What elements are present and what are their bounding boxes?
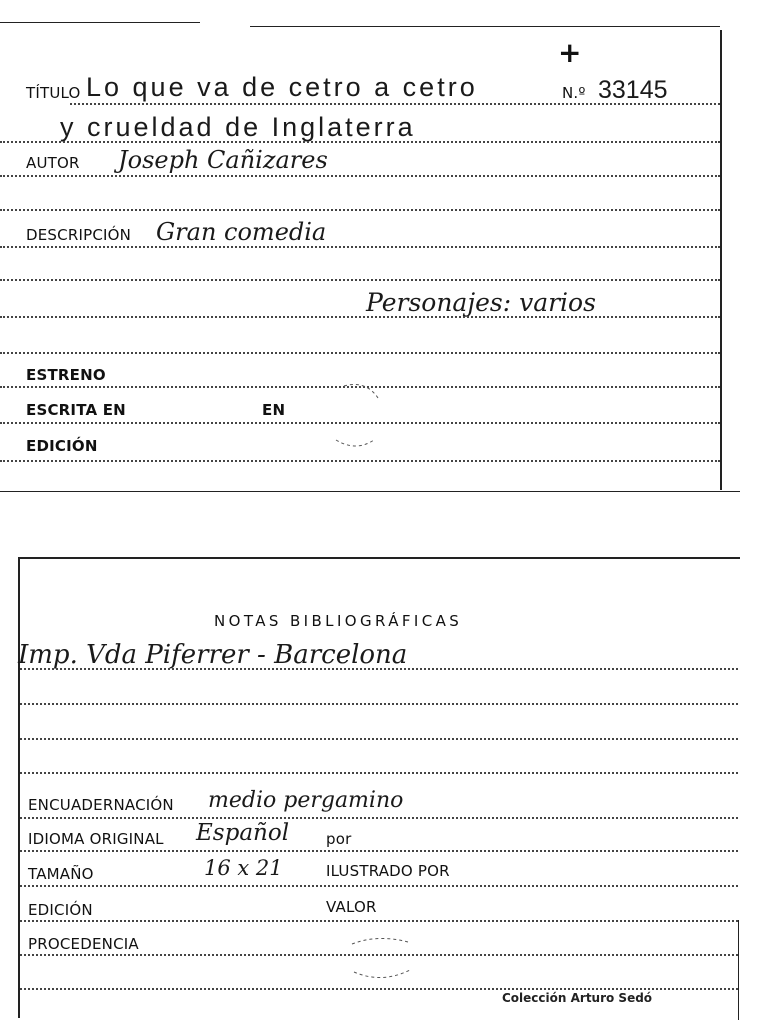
edicion-label-bottom: EDICIÓN (28, 901, 93, 919)
por-label: por (326, 830, 352, 848)
bottom-card-top-edge (18, 557, 740, 559)
titulo-label: TÍTULO (26, 84, 81, 102)
encuadernacion-label: ENCUADERNACIÓN (28, 796, 174, 814)
descripcion-line-2 (0, 279, 720, 281)
encuadernacion-value: medio pergamino (208, 788, 404, 813)
valor-label: VALOR (326, 898, 377, 916)
en-label: EN (262, 401, 286, 419)
bottom-catalog-card (0, 540, 759, 1028)
top-catalog-card (0, 0, 759, 500)
procedencia-label: PROCEDENCIA (28, 935, 139, 953)
estreno-label: ESTRENO (26, 366, 106, 384)
cross-mark: + (558, 36, 582, 69)
autor-line-2 (0, 209, 720, 211)
edicion-line-bottom (20, 920, 738, 922)
numero-label: N.º (562, 84, 586, 102)
descripcion-label: DESCRIPCIÓN (26, 226, 132, 244)
notas-line-4 (20, 772, 738, 774)
idioma-label: IDIOMA ORIGINAL (28, 830, 164, 848)
stamp-trace-icon (326, 380, 386, 452)
collection-credit: Colección Arturo Sedó (502, 991, 653, 1005)
notas-value: Imp. Vda Piferrer - Barcelona (18, 640, 408, 670)
tamano-value: 16 x 21 (204, 856, 283, 880)
notas-line-1 (20, 668, 738, 670)
descripcion-line (0, 246, 720, 248)
notas-line-3 (20, 738, 738, 740)
personajes-value: Personajes: varios (366, 288, 596, 317)
titulo-line (70, 103, 720, 105)
tamano-label: TAMAÑO (28, 865, 94, 883)
titulo-line-2 (0, 141, 720, 143)
edicion-line-top (0, 460, 720, 462)
autor-line (0, 175, 720, 177)
titulo-value-line2: y crueldad de Inglaterra (60, 112, 416, 142)
descripcion-bottom-line (0, 352, 720, 354)
top-card-bottom-edge (0, 491, 740, 492)
idioma-value: Español (196, 820, 290, 846)
personajes-line (0, 316, 720, 318)
titulo-value-line1: Lo que va de cetro a cetro (86, 72, 478, 102)
numero-value: 33145 (598, 76, 668, 104)
stamp-trace-icon-bottom (348, 932, 418, 982)
edicion-label-top: EDICIÓN (26, 437, 98, 455)
escrita-en-label: ESCRITA EN (26, 401, 126, 419)
top-card-top-edge-right (250, 26, 720, 27)
ilustrado-por-label: ILUSTRADO POR (326, 862, 450, 880)
notas-line-2 (20, 703, 738, 705)
notas-heading: NOTAS BIBLIOGRÁFICAS (214, 612, 463, 630)
bottom-card-left-edge (18, 558, 20, 1018)
autor-value: Joseph Cañizares (118, 146, 328, 174)
idioma-line (20, 850, 738, 852)
autor-label: AUTOR (26, 154, 80, 172)
bottom-line (20, 988, 738, 990)
top-card-top-edge-left (0, 22, 200, 23)
tamano-line (20, 885, 738, 887)
descripcion-value: Gran comedia (156, 218, 327, 246)
encuadernacion-line (20, 817, 738, 819)
top-card-right-edge (720, 30, 722, 490)
bottom-card-right-edge (738, 920, 739, 1020)
